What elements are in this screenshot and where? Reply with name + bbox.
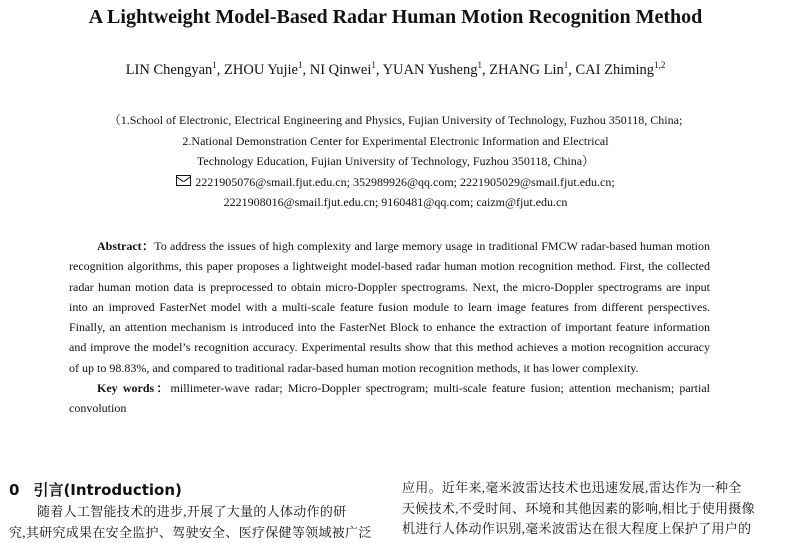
abstract-label: Abstract： [97, 239, 154, 253]
author: ZHOU Yujie$^1$ [224, 62, 302, 78]
paper-title: A Lightweight Model-Based Radar Human Motion Recognition Method [0, 4, 791, 30]
left-column [9, 478, 381, 543]
body-text-line: 机进行人体动作识别,毫米波雷达在很大程度上保护了用户的 [402, 519, 772, 540]
abstract-text: Abstract：To address the issues of high complexity and large memory usage in traditional FMCW radar-based human motion recognition algorithms, this paper proposes a lightweight model-based radar human motion recognition method. First, the collected radar human motion data is preprocessed to obtain micro-Doppler spectrograms. Next, the micro-Doppler spectrograms are input into an improved FasterNet model with a multi-scale feature fusion module to learn image features from different perspectives. Finally, an attention mechanism is introduced into the FasterNet Block to enhance the extraction of important feature information and improve the model’s recognition accuracy. Experimental results show that this method achieves a motion recognition accuracy of up to 98.83%, and compared to traditional radar-based human motion recognition methods, it has lower complexity. [69, 236, 710, 378]
author-list: LIN Chengyan$^1$, ZHOU Yujie$^1$, NI Qinwei$^1$, YUAN Yusheng$^1$, ZHANG Lin$^1$, CAI Zhiming$^{1,2}$ [0, 60, 791, 80]
affiliation-line: （1.School of Electronic, Electrical Engineering and Physics, Fujian University of Technology, Fuzhou 350118, China; [0, 110, 791, 131]
envelope-icon [176, 175, 191, 186]
email-line: 2221908016@smail.fjut.edu.cn; 9160481@qq.com; caizm@fjut.edu.cn [0, 192, 791, 213]
affiliation-line: Technology Education, Fujian University of Technology, Fuzhou 350118, China） [0, 151, 791, 172]
body-text-line: 究,其研究成果在安全监护、驾驶安全、医疗保健等领域被广泛 [9, 523, 381, 543]
email-line: 2221905076@smail.fjut.edu.cn; 352989926@qq.com; 2221905029@smail.fjut.edu.cn; [0, 172, 791, 193]
author: ZHANG Lin$^1$ [489, 62, 568, 78]
body-paragraph: 随着人工智能技术的进步,开展了大量的人体动作的研 [9, 502, 381, 523]
keywords-label: Key words： [97, 381, 171, 395]
author: CAI Zhiming$^{1,2}$ [576, 62, 666, 78]
body-text-line: 应用。近年来,毫米波雷达技术也迅速发展,雷达作为一种全 [402, 478, 772, 499]
affiliation-line: 2.National Demonstration Center for Experimental Electronic Information and Electrical [0, 131, 791, 152]
abstract-block [69, 236, 710, 419]
keywords: Key words：millimeter-wave radar; Micro-Doppler spectrogram; multi-scale feature fusion; attention mechanism; partial convolution [69, 378, 710, 419]
section-heading: 0 引言(Introduction) [9, 478, 381, 502]
right-column [402, 478, 772, 540]
author: YUAN Yusheng$^1$ [383, 62, 482, 78]
author: LIN Chengyan$^1$ [126, 62, 217, 78]
body-text-line: 天候技术,不受时间、环境和其他因素的影响,相比于使用摄像 [402, 499, 772, 520]
affiliations-block [0, 110, 791, 213]
author: NI Qinwei$^1$ [310, 62, 376, 78]
